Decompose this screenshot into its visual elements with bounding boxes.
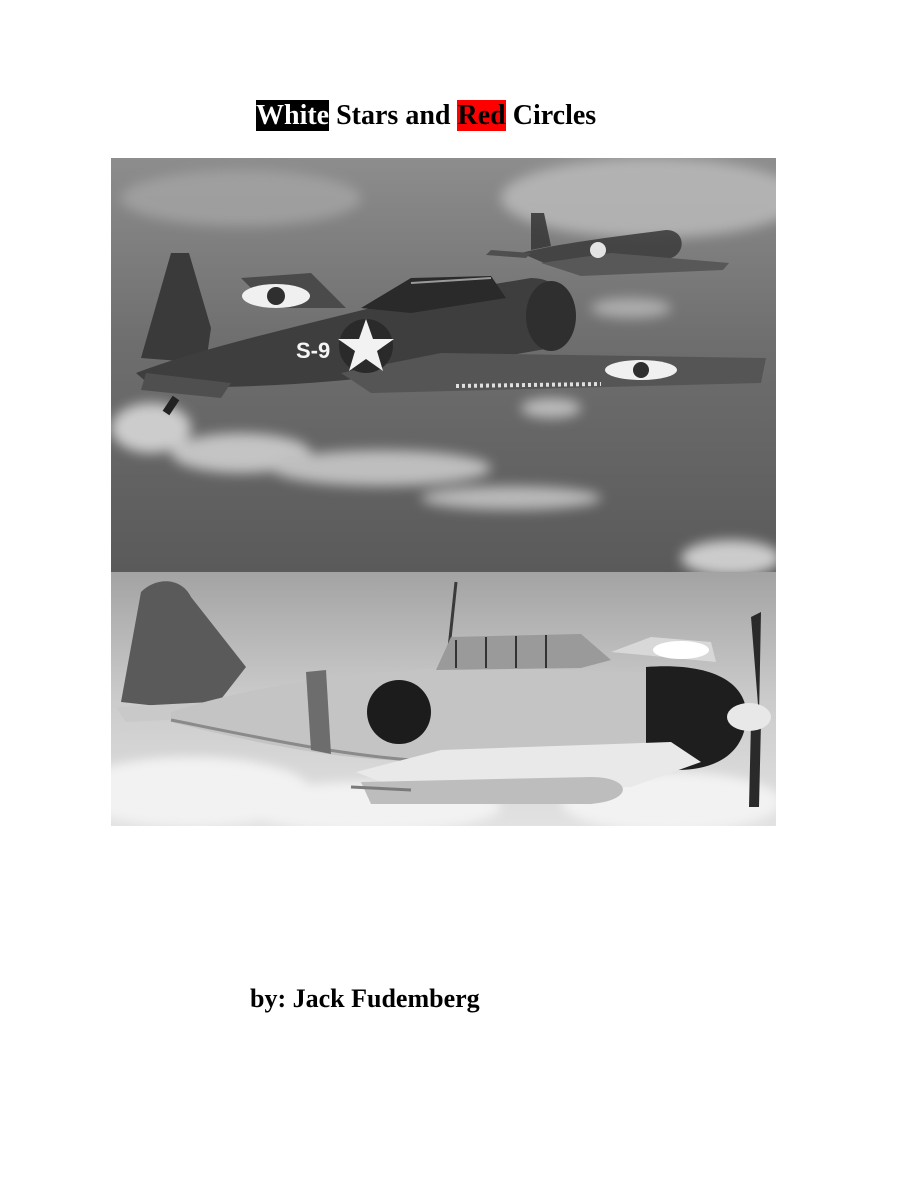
title-word-red: Red [457,100,506,131]
author-byline: by: Jack Fudemberg [250,984,480,1013]
hinomaru-roundel [367,680,431,744]
plane-marking: S-9 [296,338,331,363]
japanese-zero-photo [111,572,776,826]
title-text-stars-and: Stars and [329,100,458,131]
propeller-spinner [727,703,771,731]
us-dive-bombers-photo [111,158,776,572]
title-text-circles: Circles [505,100,597,131]
book-title [256,99,596,133]
title-word-white: White [256,100,330,131]
